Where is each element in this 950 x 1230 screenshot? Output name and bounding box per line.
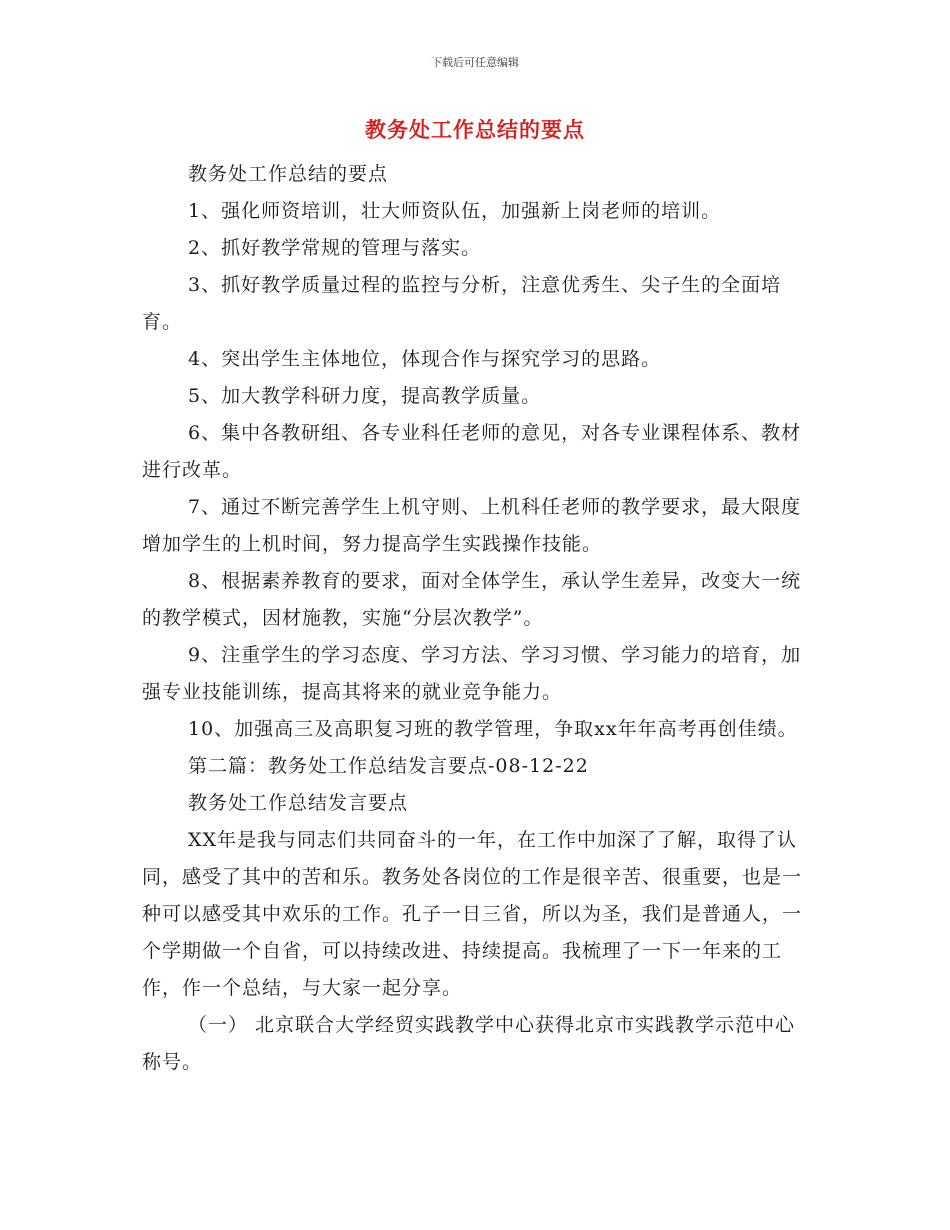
- header-note: 下载后可任意编辑: [431, 56, 519, 69]
- paragraph-item-8: 8、根据素养教育的要求，面对全体学生，承认学生差异，改变大一统的教学模式，因材施教，实施“分层次教学”。: [142, 570, 802, 629]
- document-body: [142, 156, 814, 1081]
- paragraph-item-3: 3、抓好教学质量过程的监控与分析，注意优秀生、尖子生的全面培育。: [142, 274, 782, 333]
- paragraph-subtitle: 教务处工作总结的要点: [188, 163, 389, 185]
- paragraph-item-7: 7、通过不断完善学生上机守则、上机科任老师的教学要求，最大限度增加学生的上机时间，努力提高学生实践操作技能。: [142, 496, 802, 555]
- paragraph-item-4: 4、突出学生主体地位，体现合作与探究学习的思路。: [188, 348, 662, 370]
- paragraph-intro: XX年是我与同志们共同奋斗的一年，在工作中加深了了解，取得了认同，感受了其中的苦和乐。教务处各岗位的工作是很辛苦、很重要，也是一种可以感受其中欢乐的工作。孔子一日三省，所以为圣，我们是普通人，一个学期做一个自省，可以持续改进、持续提高。我梳理了一下一年来的工作，作一个总结，与大家一起分享。: [142, 829, 803, 999]
- paragraph-item-10: 10、加强高三及高职复习班的教学管理，争取xx年年高考再创佳绩。: [188, 718, 798, 740]
- paragraph-item-2: 2、抓好教学常规的管理与落实。: [188, 237, 482, 259]
- document-title: 教务处工作总结的要点: [365, 117, 585, 142]
- paragraph-section-1: （一） 北京联合大学经贸实践教学中心获得北京市实践教学示范中心称号。: [142, 1014, 796, 1073]
- paragraph-item-5: 5、加大教学科研力度，提高教学质量。: [188, 385, 542, 407]
- paragraph-item-9: 9、注重学生的学习态度、学习方法、学习习惯、学习能力的培育，加强专业技能训练，提高其将来的就业竞争能力。: [142, 644, 802, 703]
- paragraph-second-heading: 第二篇：教务处工作总结发言要点-08-12-22: [188, 755, 589, 777]
- paragraph-item-1: 1、强化师资培训，壮大师资队伍，加强新上岗老师的培训。: [188, 200, 722, 222]
- paragraph-second-subtitle: 教务处工作总结发言要点: [188, 792, 409, 814]
- paragraph-item-6: 6、集中各教研组、各专业科任老师的意见，对各专业课程体系、教材进行改革。: [142, 422, 802, 481]
